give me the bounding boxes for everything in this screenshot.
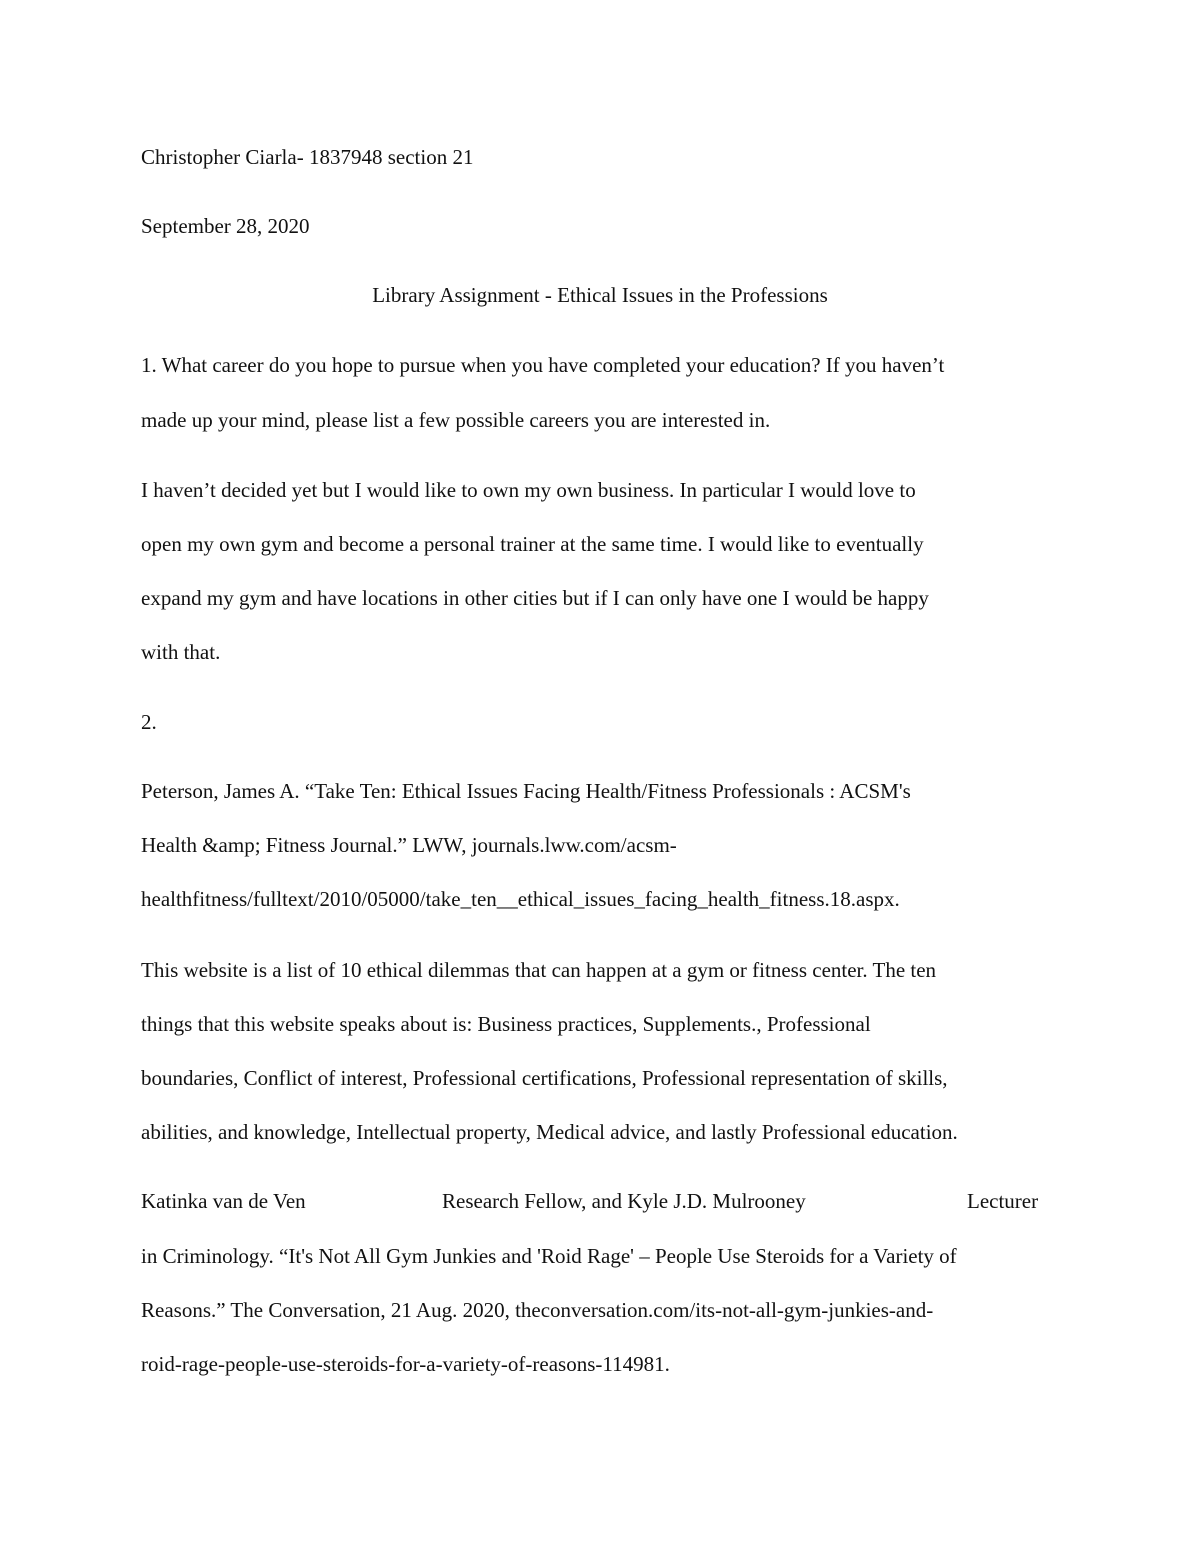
answer1-line: expand my gym and have locations in other cities but if I can only have one I would be happy bbox=[141, 586, 929, 610]
citation1-line: healthfitness/fulltext/2010/05000/take_ten__ethical_issues_facing_health_fitness.18.aspx. bbox=[141, 887, 900, 911]
answer1-line: open my own gym and become a personal trainer at the same time. I would like to eventually bbox=[141, 532, 924, 556]
question1-line: 1. What career do you hope to pursue when you have completed your education? If you haven’t bbox=[141, 353, 945, 377]
summary1-line: boundaries, Conflict of interest, Professional certifications, Professional representation of skills, bbox=[141, 1066, 948, 1090]
question2-label: 2. bbox=[141, 710, 157, 734]
citation2-role: Lecturer bbox=[967, 1189, 1039, 1213]
citation1-line: Peterson, James A. “Take Ten: Ethical Issues Facing Health/Fitness Professionals : ACSM's bbox=[141, 779, 911, 803]
answer1-line: with that. bbox=[141, 640, 221, 664]
date-line: September 28, 2020 bbox=[141, 214, 310, 238]
question1-line: made up your mind, please list a few possible careers you are interested in. bbox=[141, 408, 771, 432]
citation2-author-b: Research Fellow, and Kyle J.D. Mulrooney bbox=[442, 1189, 806, 1213]
answer1-line: I haven’t decided yet but I would like to own my own business. In particular I would love to bbox=[141, 478, 916, 502]
citation1-line: Health &amp; Fitness Journal.” LWW, journals.lww.com/acsm- bbox=[141, 833, 677, 857]
citation2-line: Reasons.” The Conversation, 21 Aug. 2020, theconversation.com/its-not-all-gym-junkies-and- bbox=[141, 1298, 934, 1322]
summary1-line: This website is a list of 10 ethical dilemmas that can happen at a gym or fitness center. The ten bbox=[141, 958, 937, 982]
citation2-author-a: Katinka van de Ven bbox=[141, 1189, 306, 1213]
citation2-line: in Criminology. “It's Not All Gym Junkies and 'Roid Rage' – People Use Steroids for a Variety of bbox=[141, 1244, 957, 1268]
citation2-line: roid-rage-people-use-steroids-for-a-variety-of-reasons-114981. bbox=[141, 1352, 670, 1376]
page-title: Library Assignment - Ethical Issues in the Professions bbox=[372, 283, 828, 307]
summary1-line: abilities, and knowledge, Intellectual property, Medical advice, and lastly Professional education. bbox=[141, 1120, 958, 1144]
student-info-line: Christopher Ciarla- 1837948 section 21 bbox=[141, 145, 474, 169]
summary1-line: things that this website speaks about is: Business practices, Supplements., Professional bbox=[141, 1012, 871, 1036]
